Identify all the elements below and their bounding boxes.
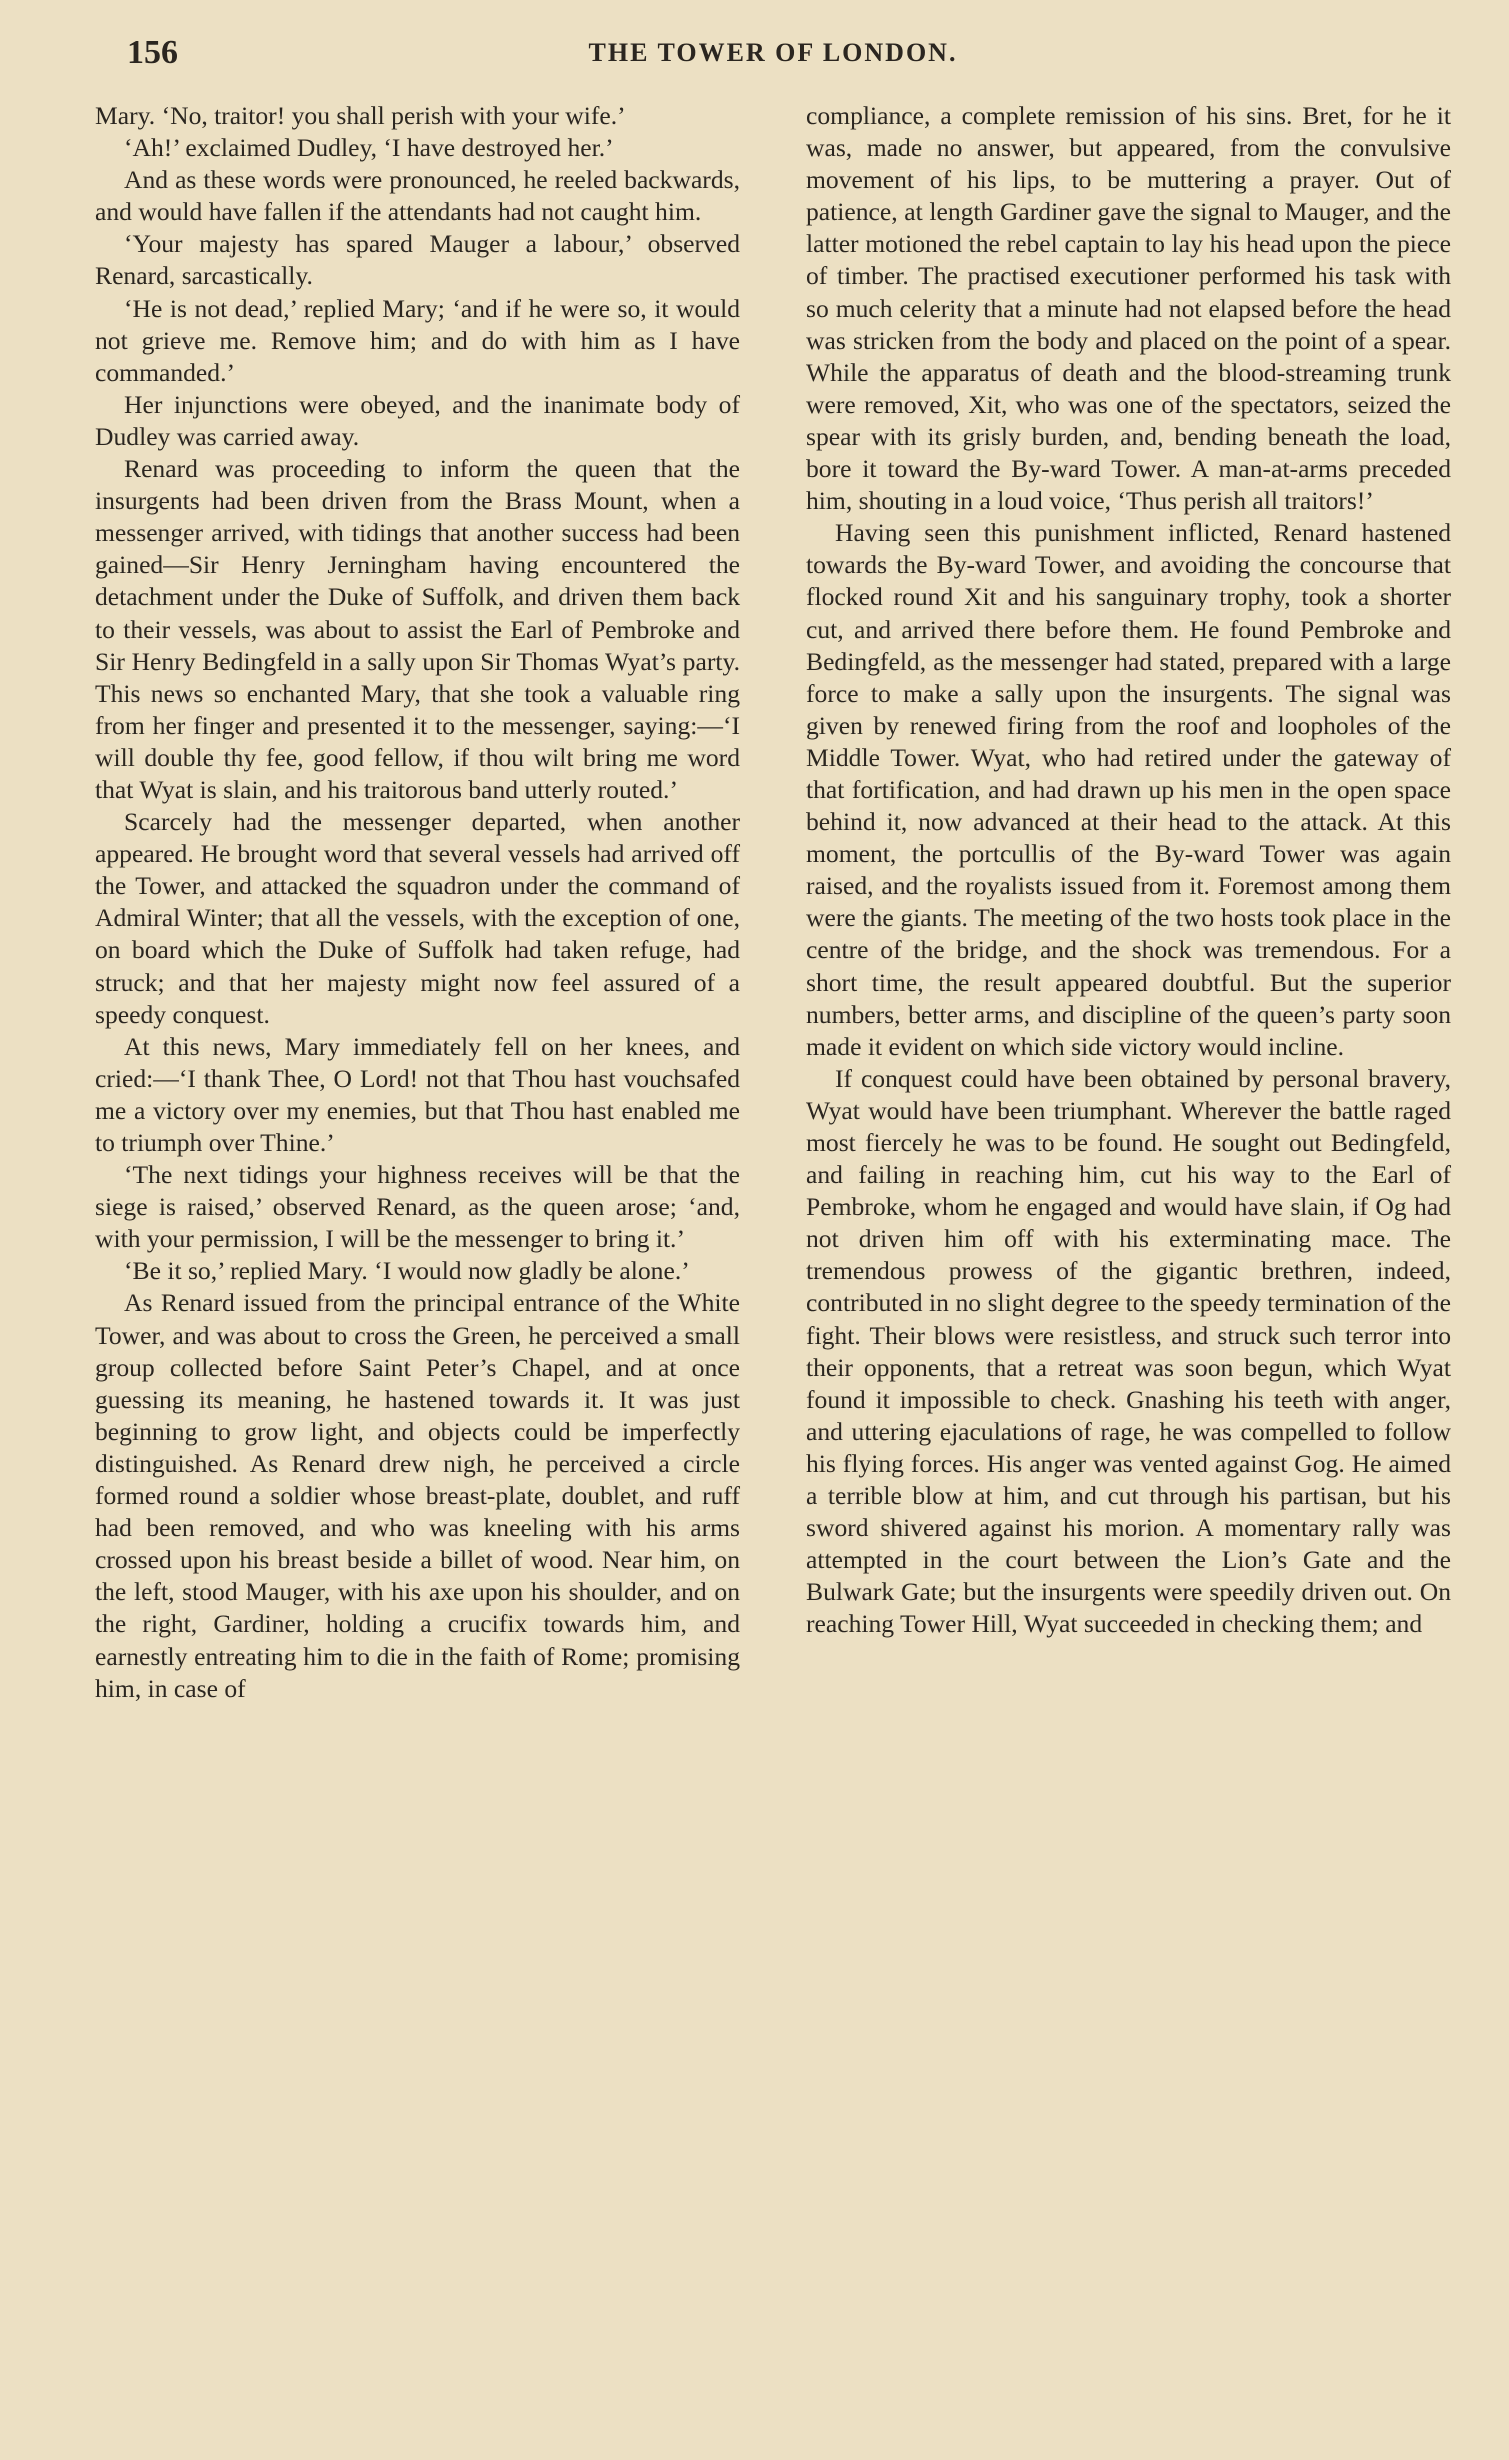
text-columns	[95, 100, 1451, 1705]
paragraph: Her injunctions were obeyed, and the inanimate body of Dudley was carried away.	[95, 389, 740, 451]
paragraph: Mary. ‘No, traitor! you shall perish with your wife.’	[95, 101, 626, 130]
paragraph: compliance, a complete remission of his sins. Bret, for he it was, made no answer, but appeared, from the convulsive movement of his lips, to be muttering a prayer. Out of patience, at length Gardiner gave the signal to Mauger, and the latter motioned the rebel captain to lay his head upon the piece of timber. The practised executioner performed his task with so much celerity that a minute had not elapsed before the head was stricken from the body and placed on the point of a spear. While the apparatus of death and the blood-streaming trunk were removed, Xit, who was one of the spectators, seized the spear with its grisly burden, and, bending beneath the load, bore it toward the By-ward Tower. A man-at-arms preceded him, shouting in a loud voice, ‘Thus perish all traitors!’	[806, 101, 1451, 516]
paragraph: As Renard issued from the principal entrance of the White Tower, and was about to cross the Green, he perceived a small group collected before Saint Peter’s Chapel, and at once guessing its meaning, he hastened towards it. It was just beginning to grow light, and objects could be imperfectly distinguished. As Renard drew nigh, he perceived a circle formed round a soldier whose breast-plate, doublet, and ruff had been removed, and who was kneeling with his arms crossed upon his breast beside a billet of wood. Near him, on the left, stood Mauger, with his axe upon his shoulder, and on the right, Gardiner, holding a crucifix towards him, and earnestly entreating him to die in the faith of Rome; promising him, in case of	[95, 1288, 740, 1703]
paragraph: And as these words were pronounced, he reeled backwards, and would have fallen if the attendants had not caught him.	[95, 165, 740, 227]
paragraph: Having seen this punishment inflicted, Renard hastened towards the By-ward Tower, and avoiding the concourse that flocked round Xit and his sanguinary trophy, took a shorter cut, and arrived there before them. He found Pembroke and Bedingfeld, as the messenger had stated, prepared with a large force to make a sally upon the insurgents. The signal was given by renewed firing from the roof and loopholes of the Middle Tower. Wyat, who had retired under the gateway of that fortification, and had drawn up his men in the open space behind it, now advanced at their head to the attack. At this moment, the portcullis of the By-ward Tower was again raised, and the royalists issued from it. Foremost among them were the giants. The meeting of the two hosts took place in the centre of the bridge, and the shock was tremendous. For a short time, the result appeared doubtful. But the superior numbers, better arms, and discipline of the queen’s party soon made it evident on which side victory would incline.	[806, 518, 1451, 1061]
page-number: 156	[127, 34, 178, 71]
paragraph: ‘Be it so,’ replied Mary. ‘I would now gladly be alone.’	[124, 1256, 690, 1286]
paragraph: At this news, Mary immediately fell on her knees, and cried:—‘I thank Thee, O Lord! not that Thou hast vouchsafed me a victory over my enemies, but that Thou hast enabled me to triumph over Thine.’	[95, 1031, 740, 1157]
paragraph: ‘Ah!’ exclaimed Dudley, ‘I have destroyed her.’	[124, 133, 614, 163]
paragraph: Scarcely had the messenger departed, when another appeared. He brought word that several vessels had arrived off the Tower, and attacked the squadron under the command of Admiral Winter; that all the vessels, with the exception of one, on board which the Duke of Suffolk had taken refuge, had struck; and that her majesty might now feel assured of a speedy conquest.	[95, 807, 740, 1029]
paragraph: Renard was proceeding to inform the queen that the insurgents had been driven from the Brass Mount, when a messenger arrived, with tidings that another success had been gained—Sir Henry Jerningham having encountered the detachment under the Duke of Suffolk, and driven them back to their vessels, was about to assist the Earl of Pembroke and Sir Henry Bedingfeld in a sally upon Sir Thomas Wyat’s party. This news so enchanted Mary, that she took a valuable ring from her finger and presented it to the messenger, saying:—‘I will double thy fee, good fellow, if thou wilt bring me word that Wyat is slain, and his traitorous band utterly routed.’	[95, 454, 740, 804]
paragraph: ‘The next tidings your highness receives will be that the siege is raised,’ observed Renard, as the queen arose; ‘and, with your permission, I will be the messenger to bring it.’	[95, 1160, 740, 1254]
paragraph: ‘Your majesty has spared Mauger a labour,’ observed Renard, sarcastically.	[95, 229, 740, 291]
page-header	[95, 34, 1451, 92]
paragraph: ‘He is not dead,’ replied Mary; ‘and if he were so, it would not grieve me. Remove him; and do with him as I have commanded.’	[95, 293, 740, 387]
left-column	[95, 100, 740, 1705]
right-column	[806, 100, 1451, 1705]
paragraph: If conquest could have been obtained by personal bravery, Wyat would have been triumphant. Wherever the battle raged most fiercely he was to be found. He sought out Bedingfeld, and failing in reaching him, cut his way to the Earl of Pembroke, whom he engaged and would have slain, if Og had not driven him off with his exterminating mace. The tremendous prowess of the gigantic brethren, indeed, contributed in no slight degree to the speedy termination of the fight. Their blows were resistless, and struck such terror into their opponents, that a retreat was soon begun, which Wyat found it impossible to check. Gnashing his teeth with anger, and uttering ejaculations of rage, he was compelled to follow his flying forces. His anger was vented against Gog. He aimed a terrible blow at him, and cut through his partisan, but his sword shivered against his morion. A momentary rally was attempted in the court between the Lion’s Gate and the Bulwark Gate; but the insurgents were speedily driven out. On reaching Tower Hill, Wyat succeeded in checking them; and	[806, 1063, 1451, 1639]
running-title: THE TOWER OF LONDON.	[588, 38, 958, 67]
